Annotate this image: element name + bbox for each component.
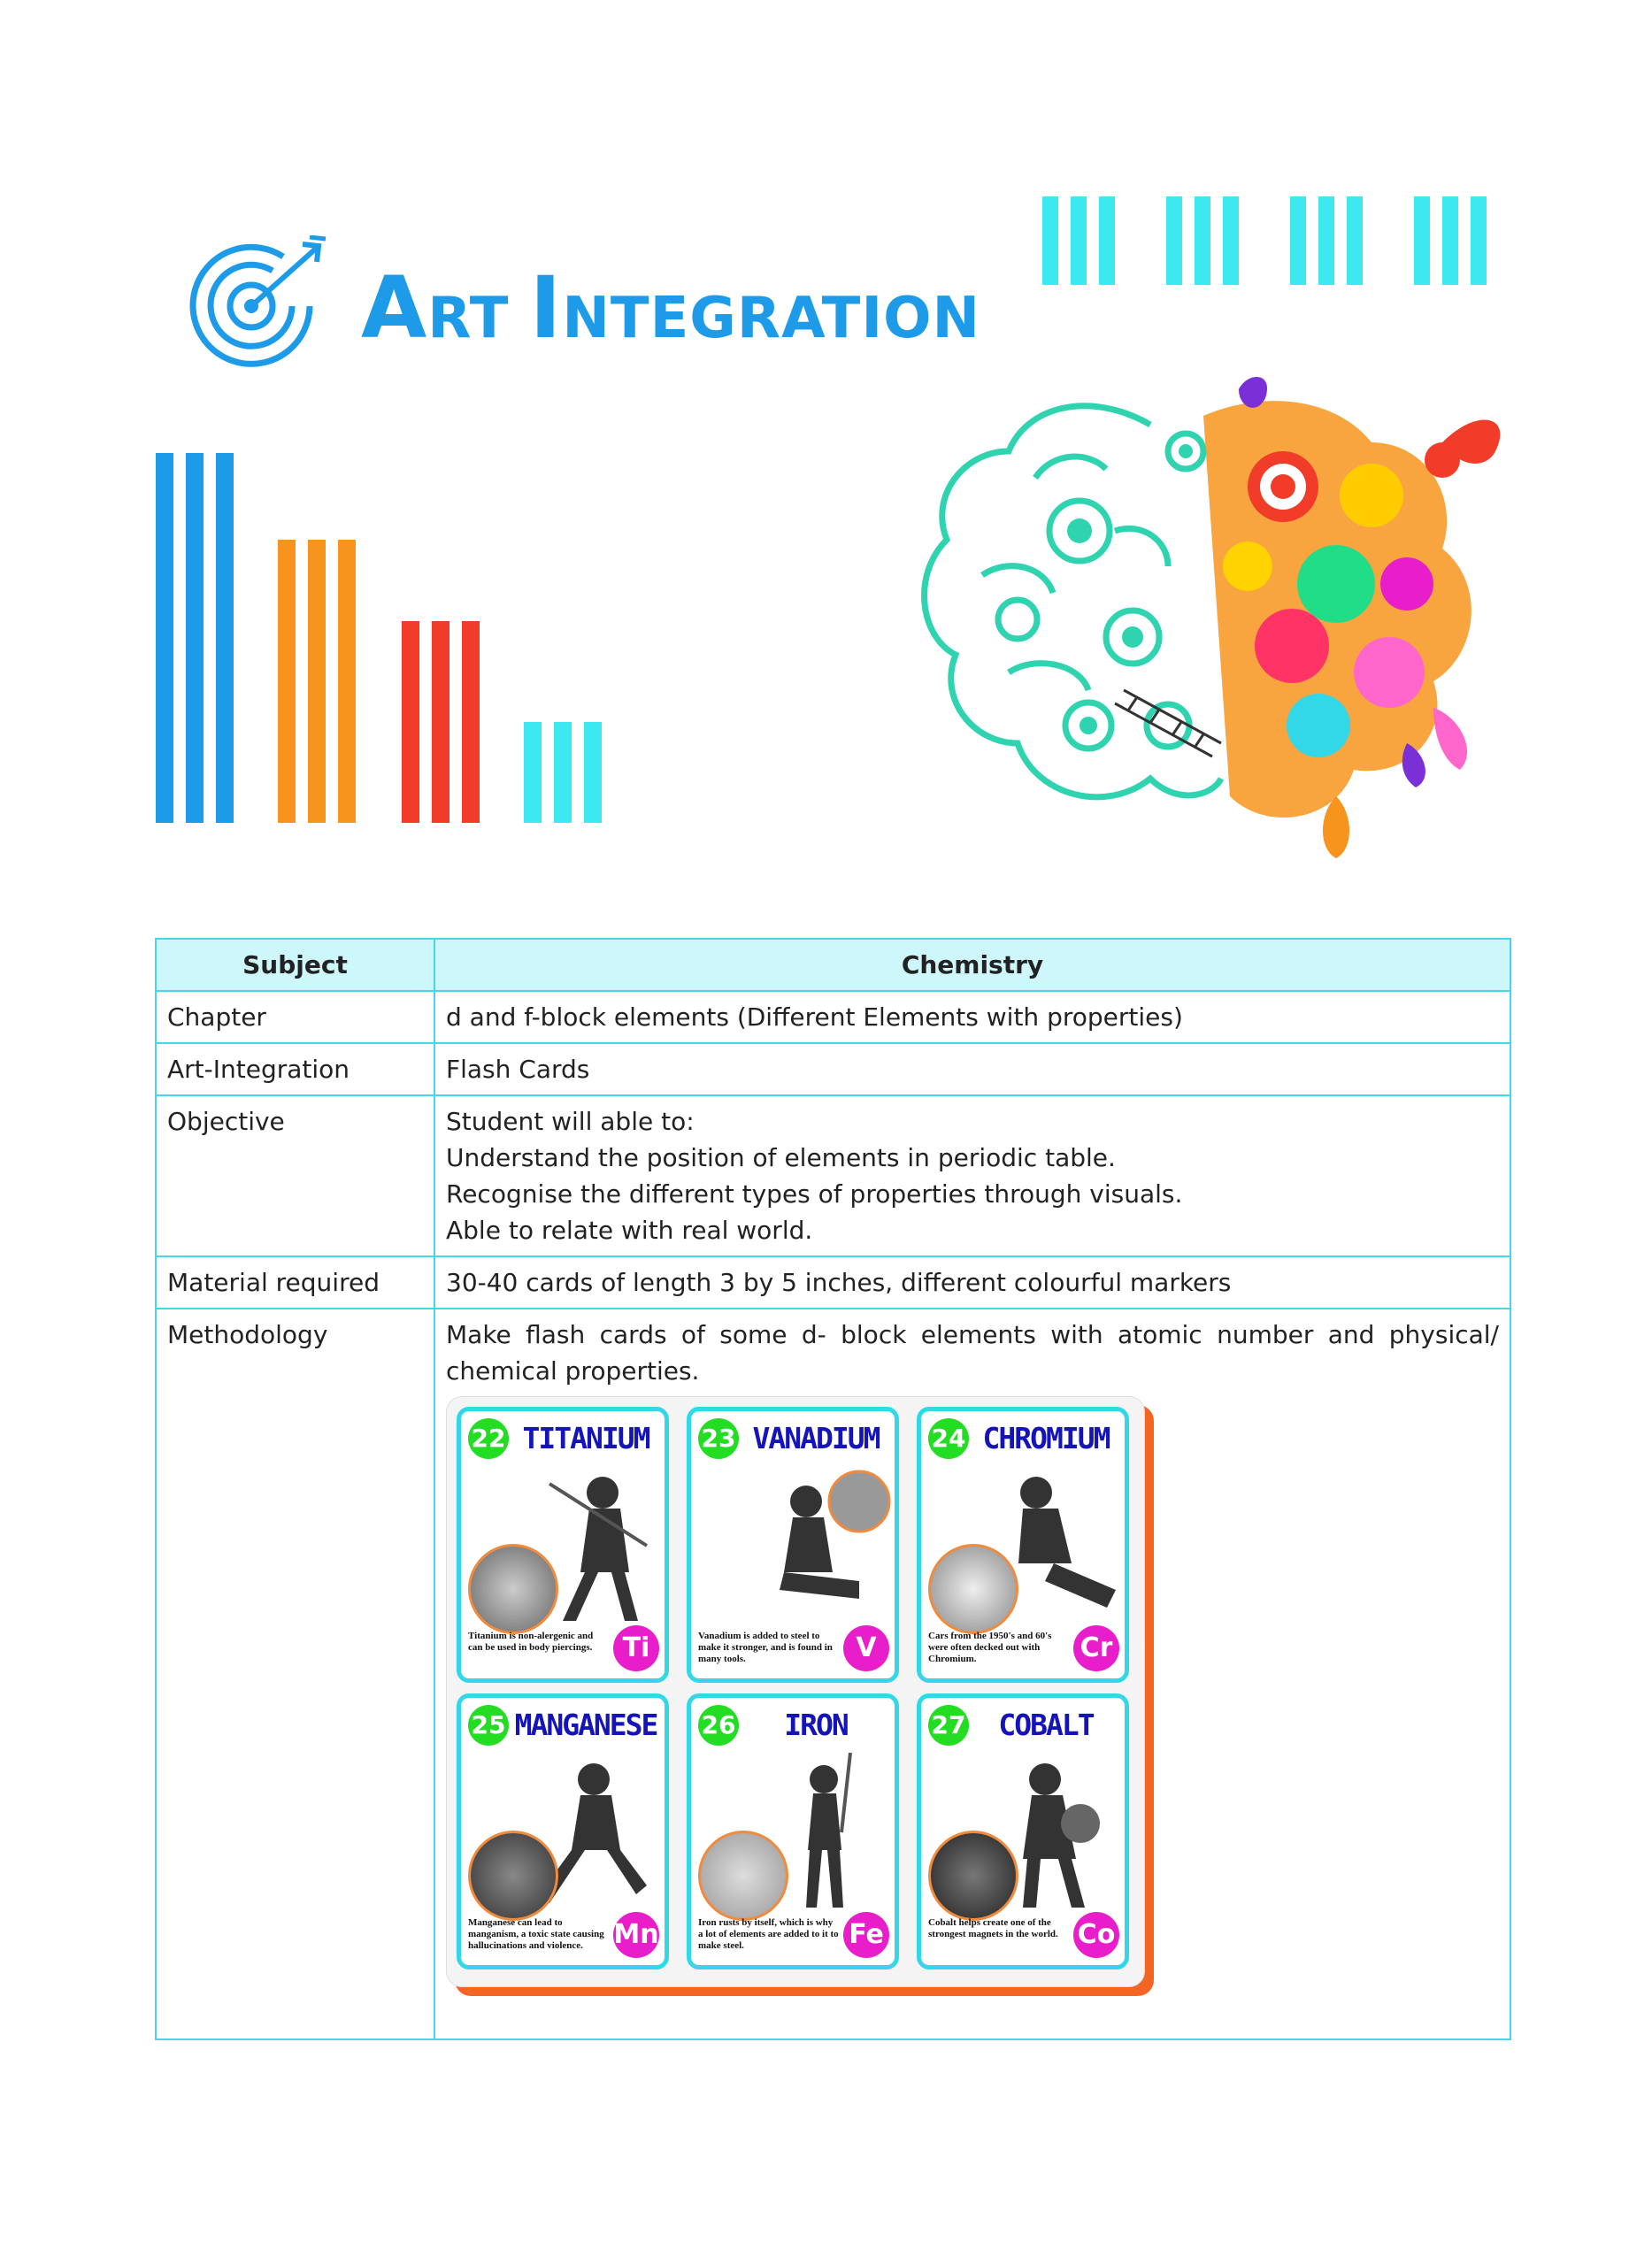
- element-name: TITANIUM: [522, 1421, 649, 1455]
- element-name: CHROMIUM: [982, 1421, 1110, 1455]
- flash-cards-image: [446, 1396, 1154, 1996]
- table-row: [156, 1309, 1510, 2039]
- objective-line: Understand the position of elements in periodic table.: [446, 1143, 1116, 1172]
- atomic-number: 27: [928, 1705, 969, 1746]
- chapter-label: Chapter: [156, 991, 434, 1043]
- chapter-value: d and f-block elements (Different Elements with properties): [434, 991, 1510, 1043]
- atomic-number: 24: [928, 1418, 969, 1459]
- material-value: 30-40 cards of length 3 by 5 inches, different colourful markers: [434, 1256, 1510, 1309]
- flash-card-vanadium: [687, 1407, 899, 1683]
- element-name: VANADIUM: [752, 1421, 880, 1455]
- mineral-photo: [928, 1831, 1018, 1921]
- mineral-photo: [928, 1544, 1018, 1634]
- decorative-bar-groups: [156, 453, 607, 823]
- character-illustration: [744, 1466, 895, 1625]
- decorative-cyan-bars: [1042, 196, 1520, 285]
- activity-table: [155, 938, 1511, 2040]
- flash-card-cobalt: [917, 1693, 1129, 1969]
- element-fact: Manganese can lead to manganism, a toxic state causing hallucinations and violence.: [468, 1917, 604, 1951]
- art-integration-value: Flash Cards: [434, 1043, 1510, 1095]
- target-icon: [186, 235, 336, 377]
- element-symbol: Co: [1073, 1912, 1119, 1958]
- element-symbol: Fe: [843, 1912, 889, 1958]
- creative-brain-illustration: [911, 354, 1513, 885]
- methodology-cell: [434, 1309, 1510, 2039]
- element-fact: Vanadium is added to steel to make it stronger, and is found in many tools.: [698, 1631, 833, 1664]
- element-name: COBALT: [998, 1708, 1094, 1742]
- element-name: MANGANESE: [514, 1708, 657, 1742]
- element-symbol: Ti: [613, 1625, 659, 1671]
- table-row: [156, 991, 1510, 1043]
- art-integration-label: Art-Integration: [156, 1043, 434, 1095]
- material-label: Material required: [156, 1256, 434, 1309]
- atomic-number: 26: [698, 1705, 739, 1746]
- atomic-number: 25: [468, 1705, 509, 1746]
- element-symbol: Cr: [1073, 1625, 1119, 1671]
- mineral-photo: [468, 1831, 558, 1921]
- subject-label: Subject: [156, 939, 434, 991]
- table-header-row: [156, 939, 1510, 991]
- element-fact: Cobalt helps create one of the strongest magnets in the world.: [928, 1917, 1058, 1939]
- element-symbol: Mn: [613, 1912, 659, 1958]
- flash-card-iron: [687, 1693, 899, 1969]
- element-symbol: V: [843, 1625, 889, 1671]
- element-name: IRON: [784, 1708, 848, 1742]
- objective-value: [434, 1095, 1510, 1256]
- atomic-number: 23: [698, 1418, 739, 1459]
- objective-line: Student will able to:: [446, 1107, 695, 1136]
- flash-card-chromium: [917, 1407, 1129, 1683]
- page-title: ART INTEGRATION: [361, 258, 981, 357]
- atomic-number: 22: [468, 1418, 509, 1459]
- methodology-label: Methodology: [156, 1309, 434, 2039]
- objective-line: Recognise the different types of properties through visuals.: [446, 1179, 1183, 1209]
- element-fact: Iron rusts by itself, which is why a lot of elements are added to it to make steel.: [698, 1917, 839, 1951]
- subject-value: Chemistry: [434, 939, 1510, 991]
- objective-line: Able to relate with real world.: [446, 1216, 813, 1245]
- table-row: [156, 1256, 1510, 1309]
- table-row: [156, 1095, 1510, 1256]
- flash-card-titanium: [457, 1407, 669, 1683]
- mineral-photo: [468, 1544, 558, 1634]
- mineral-photo: [698, 1831, 788, 1921]
- flash-card-manganese: [457, 1693, 669, 1969]
- element-fact: Cars from the 1950's and 60's were often decked out with Chromium.: [928, 1631, 1052, 1664]
- methodology-value: Make flash cards of some d- block elements with atomic number and physical/ chemical properties.: [446, 1320, 1499, 1386]
- table-row: [156, 1043, 1510, 1095]
- element-fact: Titanium is non-alergenic and can be used in body piercings.: [468, 1631, 594, 1653]
- objective-label: Objective: [156, 1095, 434, 1256]
